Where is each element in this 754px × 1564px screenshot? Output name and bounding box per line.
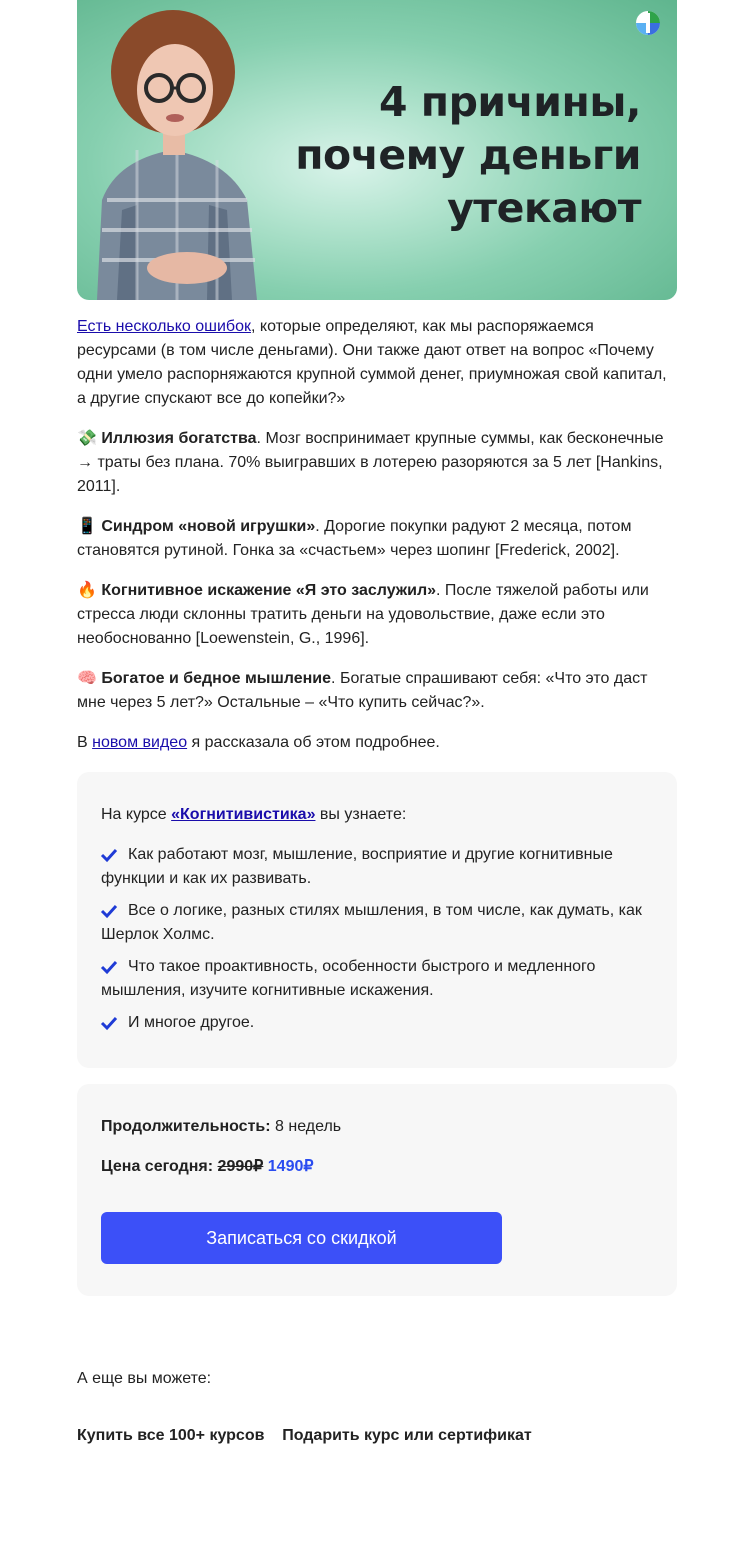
hero-title-line: 4 причины, xyxy=(378,78,641,126)
cut-off-links xyxy=(77,1424,677,1444)
enroll-discount-button[interactable]: Записаться со скидкой xyxy=(101,1212,502,1264)
course-item: Что такое проактивность, особенности быстрого и медленного мышления, изучите когнитивные искажения. xyxy=(101,958,596,999)
course-intro xyxy=(101,803,651,827)
hero-title xyxy=(295,76,641,235)
presenter-illustration xyxy=(77,0,287,300)
point-title: Синдром «новой игрушки» xyxy=(101,518,316,535)
intro-text: , которые определяют, как мы распоряжаемся ресурсами (в том числе деньгами). Они также дают ответ на вопрос «Почему одни умело распорняжаются крупной суммой денег, приумножая свой капитал, а другие спускают все до копейки?» xyxy=(77,318,667,407)
course-link[interactable]: «Когнитивистика» xyxy=(171,806,316,823)
point-title: Когнитивное искажение «Я это заслужил» xyxy=(101,582,437,599)
point-text: . После тяжелой работы или стресса люди склонны тратить деньги на удовольствие, даже если это необоснованно [Loewenstein, G., 1996]. xyxy=(77,582,649,647)
duration-label: Продолжительность: xyxy=(101,1118,271,1135)
new-video-link[interactable]: новом видео xyxy=(92,734,188,751)
point-title: Иллюзия богатства xyxy=(101,430,257,447)
course-intro-before: На курсе xyxy=(101,806,172,823)
hero-banner[interactable] xyxy=(77,0,677,300)
more-links-line[interactable]: Купить все 100+ курсов Подарить курс или сертификат xyxy=(77,1427,532,1444)
course-item: Все о логике, разных стилях мышления, в том числе, как думать, как Шерлок Холмс. xyxy=(101,902,642,943)
point-title: Богатое и бедное мышление xyxy=(101,670,332,687)
mistakes-link[interactable]: Есть несколько ошибок xyxy=(77,318,251,335)
course-intro-after: вы узнаете: xyxy=(315,806,407,823)
hero-title-line: утекают xyxy=(447,184,641,232)
fire-emoji-icon: 🔥 xyxy=(77,582,97,599)
new-price: 1490₽ xyxy=(267,1158,314,1175)
price-label: Цена сегодня: xyxy=(101,1158,214,1175)
more-heading: А еще вы можете: xyxy=(77,1370,212,1387)
old-price: 2990₽ xyxy=(217,1158,264,1175)
course-item: Как работают мозг, мышление, восприятие и другие когнитивные функции и как их развивать. xyxy=(101,846,613,887)
money-emoji-icon: 💸 xyxy=(77,430,97,447)
point-text: . Богатые спрашивают себя: «Что это даст мне через 5 лет?» Остальные – «Что купить сейчас?». xyxy=(77,670,648,711)
point-deserved xyxy=(77,579,677,651)
price-line xyxy=(101,1155,651,1179)
point-illusion xyxy=(77,427,677,499)
hero-title-line: почему деньги xyxy=(295,131,641,179)
course-item: И многое другое. xyxy=(128,1014,255,1031)
video-line xyxy=(77,731,677,755)
point-text: . Мозг воспринимает крупные суммы, как бесконечные → траты без плана. 70% выигравших в лотерею разоряются за 5 лет [Hankins, 2011]. xyxy=(77,430,664,495)
phone-emoji-icon: 📱 xyxy=(77,518,97,535)
point-text: . Дорогие покупки радуют 2 месяца, потом становятся рутиной. Гонка за «счастьем» через шопинг [Frederick, 2002]. xyxy=(77,518,632,559)
video-line-after: я рассказала об этом подробнее. xyxy=(187,734,440,751)
point-new-toy xyxy=(77,515,677,563)
video-line-before: В xyxy=(77,734,93,751)
point-mindset xyxy=(77,667,677,715)
brain-emoji-icon: 🧠 xyxy=(77,670,97,687)
duration-value: 8 недель xyxy=(270,1118,342,1135)
intro-paragraph xyxy=(77,315,677,411)
duration-line xyxy=(101,1115,651,1139)
brand-logo-icon xyxy=(635,10,661,36)
